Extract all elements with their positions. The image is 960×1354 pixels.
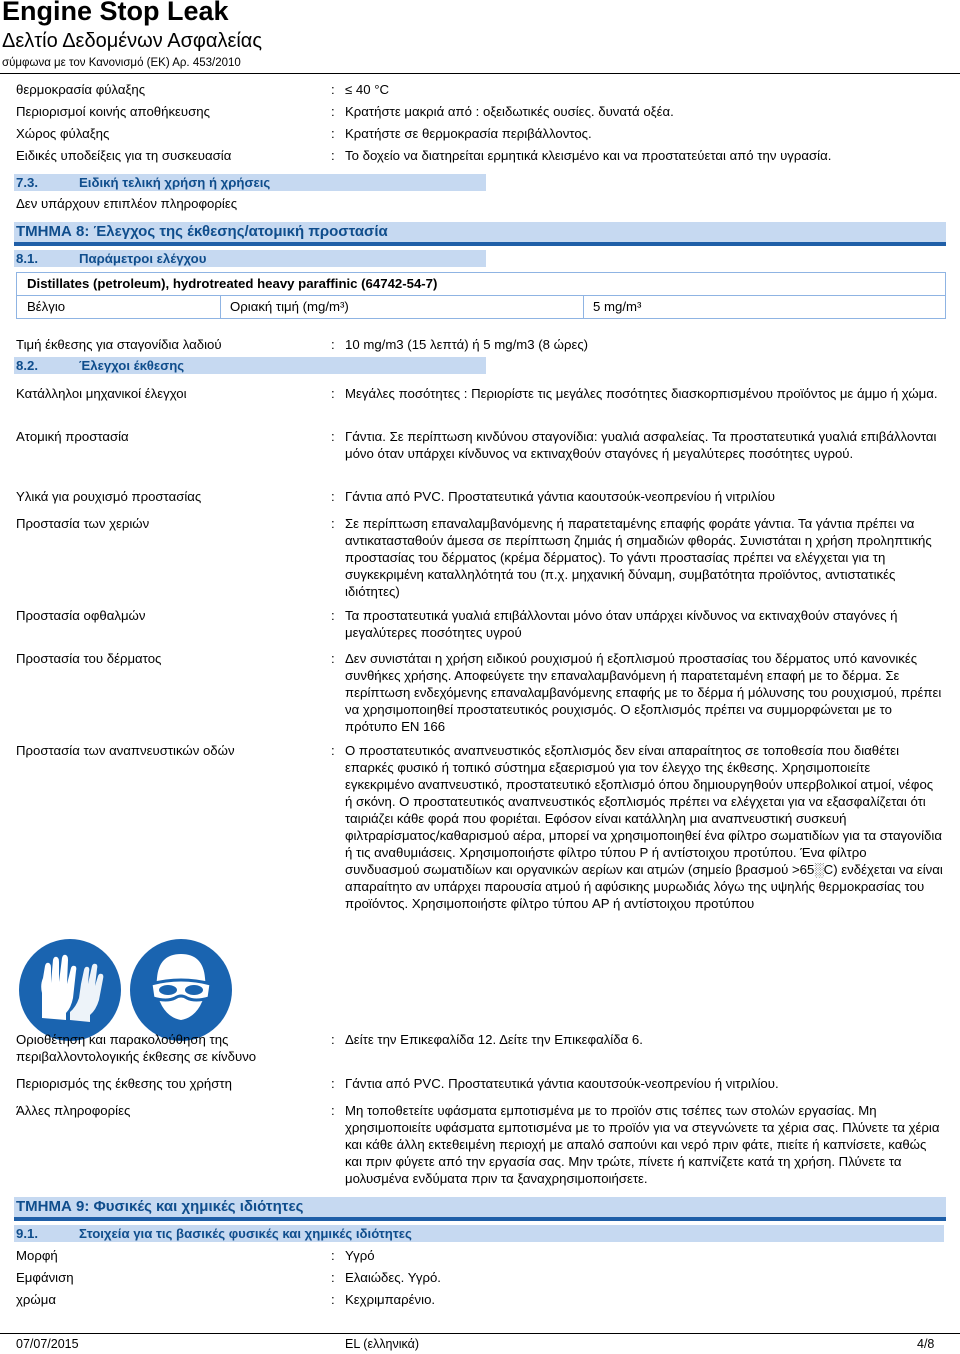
product-name: Engine Stop Leak	[2, 0, 229, 26]
gloves-pictogram	[18, 938, 122, 1042]
row-colon: :	[331, 1248, 335, 1263]
row-value: Μεγάλες ποσότητες : Περιορίστε τις μεγάλες ποσότητες διασκορπισμένου προϊόντος με άμμο ή χώμα.	[345, 386, 938, 401]
table-row	[17, 296, 945, 318]
document-type: Δελτίο Δεδομένων Ασφαλείας	[2, 30, 263, 52]
row-colon: :	[331, 148, 335, 163]
subsection-number: 9.1.	[16, 1226, 38, 1241]
eye-protection-pictogram	[129, 938, 233, 1042]
footer-date: 07/07/2015	[16, 1337, 79, 1351]
row-label: θερμοκρασία φύλαξης	[16, 82, 146, 97]
footer-language: EL (ελληνικά)	[345, 1337, 419, 1351]
regulation-reference: σύμφωνα με τον Κανονισμό (ΕΚ) Αρ. 453/2010	[2, 57, 241, 69]
subsection-title: Παράμετροι ελέγχου	[79, 251, 207, 266]
footer-page-number: 4/8	[917, 1337, 935, 1351]
row-colon: :	[331, 104, 335, 119]
row-label: χρώμα	[16, 1292, 56, 1307]
subsection-number: 8.2.	[16, 358, 38, 373]
subsection-number: 8.1.	[16, 251, 38, 266]
cell-divider	[583, 296, 584, 318]
row-value: Γάντια από PVC. Προστατευτικά γάντια καουτσούκ-νεοπρενίου ή νιτριλίου	[345, 489, 775, 504]
no-info-text: Δεν υπάρχουν επιπλέον πληροφορίες	[16, 196, 238, 211]
row-label: Περιορισμός της έκθεσης του χρήστη	[16, 1076, 232, 1091]
row-value: Μη τοποθετείτε υφάσματα εμποτισμένα με το προϊόν στις τσέπες των στολών εργασίας. Μη χρησιμοποιείτε υφάσματα εμποτισμένα με το προϊόν για να στεγνώνετε τα χέρια σας. Πλύνετε τα χέρια και κάθε άλλη εκτεθειμένη περιοχή με απαλό σαπούνι και νερό πριν φάτε, πιείτε ή καπνίσετε, καθώς και πριν φύγετε από την εργασία σας. Μην τρώτε, πίνετε ή καπνίζετε κατά τη χρήση. Πλύνετε τα μολυσμένα ενδύματα πριν τα ξαναχρησιμοποιήσετε.	[345, 1103, 940, 1186]
row-label: Προστασία οφθαλμών	[16, 608, 146, 623]
cell-divider	[220, 296, 221, 318]
row-label: Οριοθέτηση και παρακολούθηση της περιβαλλοντολογικής έκθεσης σε κίνδυνο	[16, 1032, 257, 1064]
row-colon: :	[331, 743, 335, 758]
row-colon: :	[331, 429, 335, 444]
country-cell: Βέλγιο	[27, 299, 66, 314]
row-label: Χώρος φύλαξης	[16, 126, 110, 141]
section-8-header	[14, 222, 946, 246]
row-label: Άλλες πληροφορίες	[16, 1103, 131, 1118]
row-value: 10 mg/m3 (15 λεπτά) ή 5 mg/m3 (8 ώρες)	[345, 337, 589, 352]
subsection-number: 7.3.	[16, 175, 38, 190]
row-value: Κεχριμπαρένιο.	[345, 1292, 436, 1307]
row-colon: :	[331, 608, 335, 623]
row-colon: :	[331, 82, 335, 97]
row-value: Κρατήστε μακριά από : οξειδωτικές ουσίες. δυνατά οξέα.	[345, 104, 674, 119]
row-colon: :	[331, 1270, 335, 1285]
row-label: Εμφάνιση	[16, 1270, 74, 1285]
row-value: Το δοχείο να διατηρείται ερμητικά κλεισμένο και να προστατεύεται από την υγρασία.	[345, 148, 832, 163]
row-label: Μορφή	[16, 1248, 58, 1263]
row-value: Υγρό	[345, 1248, 375, 1263]
footer-divider	[0, 1333, 960, 1334]
exposure-limit-table	[16, 272, 946, 319]
subsection-8-1-header	[14, 250, 486, 267]
row-value: Γάντια. Σε περίπτωση κινδύνου σταγονίδια: γυαλιά ασφαλείας. Τα προστατευτικά γυαλιά επιβάλλονται μόνο όταν υπάρχει κίνδυνος να εκτιναχθούν σταγόνες ή μεγαλύτερες ποσότητες υγρού.	[345, 429, 937, 461]
row-label: Κατάλληλοι μηχανικοί έλεγχοι	[16, 386, 187, 401]
row-colon: :	[331, 489, 335, 504]
row-value: Σε περίπτωση επαναλαμβανόμενης ή παρατεταμένης επαφής φοράτε γάντια. Τα γάντια πρέπει να αντικατασταθούν άμεσα σε περίπτωση ζημιάς ή σημαδιών φθοράς. Συνιστάται η χρήση προληπτικής προστασίας του δέρματος (κρέμα δέρματος). Το γάντι προστασίας πρέπει να ελέγχεται για τη συγκεκριμένη καταλληλότητά του (π.χ. μηχανική δύναμη, συμβατότητα προϊόντος, αντιστατικές ιδιότητες)	[345, 516, 932, 599]
row-colon: :	[331, 1292, 335, 1307]
row-value: Τα προστατευτικά γυαλιά επιβάλλονται μόνο όταν υπάρχει κίνδυνος να εκτιναχθούν σταγόνες ή μεγαλύτερες ποσότητες υγρού	[345, 608, 898, 640]
row-value: Δεν συνιστάται η χρήση ειδικού ρουχισμού ή εξοπλισμού προστασίας του δέρματος υπό κανονικές συνθήκες χρήσης. Αποφεύγετε την επαναλαμβανόμενη ή παρατεταμένη επαφή με το δέρμα. Σε περίπτωση ενδεχόμενης επαναλαμβανόμενης επαφής με το δέρμα ή μόλυνσης του ρουχισμού, πρέπει να χρησιμοποιηθεί προστατευτικός ρουχισμός. Ο εξοπλισμός πρέπει να συμμορφώνεται με το πρότυπο EN 166	[345, 651, 942, 734]
row-label: Ατομική προστασία	[16, 429, 129, 444]
row-colon: :	[331, 516, 335, 531]
table-caption: Distillates (petroleum), hydrotreated heavy paraffinic (64742-54-7)	[17, 273, 945, 296]
row-colon: :	[331, 386, 335, 401]
row-colon: :	[331, 1032, 335, 1047]
row-label: Προστασία των αναπνευστικών οδών	[16, 743, 235, 758]
section-title: ΤΜΗΜΑ 8: Έλεγχος της έκθεσης/ατομική προστασία	[16, 223, 388, 240]
subsection-title: Έλεγχοι έκθεσης	[79, 358, 185, 373]
subsection-9-1-header	[14, 1225, 944, 1242]
subsection-8-2-header	[14, 357, 486, 374]
row-value: Γάντια από PVC. Προστατευτικά γάντια καουτσούκ-νεοπρενίου ή νιτριλίου.	[345, 1076, 779, 1091]
row-value: Κρατήστε σε θερμοκρασία περιβάλλοντος.	[345, 126, 592, 141]
header-divider	[0, 73, 960, 74]
row-label: Προστασία των χεριών	[16, 516, 150, 531]
row-label: Υλικά για ρουχισμό προστασίας	[16, 489, 202, 504]
row-colon: :	[331, 1076, 335, 1091]
row-label: Περιορισμοί κοινής αποθήκευσης	[16, 104, 210, 119]
row-value: Ο προστατευτικός αναπνευστικός εξοπλισμός δεν είναι απαραίτητος σε τοποθεσία που διαθέτει επαρκές φυσικό ή τοπικό σύστημα εξαερισμού για τον έλεγχο της έκθεσης. Χρησιμοποιείτε εγκεκριμένο αναπνευστικό, προστατευτικό εξοπλισμό όπου δημιουργηθούν υπερβολικοί ατμοί, νέφος ή σκόνη. Ο προστατευτικός αναπνευστικός εξοπλισμός πρέπει να ελέγχεται για να εξασφαλίζεται ότι ταιριάζει κάθε φορά που φοριέται. Εφόσον είναι κατάλληλη μια αναπνευστική συσκευή φιλτραρίσματος/καθαρισμού αέρα, μπορεί να χρησιμοποιηθεί ένα φίλτρο σωματιδίων για τα σταγονίδια ή τις αναθυμιάσεις. Χρησιμοποιήστε φίλτρο τύπου P ή αντίστοιχου προτύπου. Ένα φίλτρο συνδυασμού σωματιδίων και οργανικών αερίων και ατμών (σημείο βρασμού >65░C) ενδέχεται να είναι απαραίτητο αν υπάρχει παρουσία ατμού ή αφύσικης μυρωδιάς λόγω της υψηλής θερμοκρασίας του προϊόντος. Χρησιμοποιήστε φίλτρο τύπου AP ή αντίστοιχου προτύπου	[345, 743, 943, 911]
row-colon: :	[331, 651, 335, 666]
row-value: Ελαιώδες. Υγρό.	[345, 1270, 441, 1285]
row-label: Ειδικές υποδείξεις για τη συσκευασία	[16, 148, 232, 163]
limit-type-cell: Οριακή τιμή (mg/m³)	[230, 299, 349, 314]
section-9-header	[14, 1197, 946, 1221]
row-colon: :	[331, 1103, 335, 1118]
row-colon: :	[331, 337, 335, 352]
row-value: ≤ 40 °C	[345, 82, 390, 97]
section-title: ΤΜΗΜΑ 9: Φυσικές και χημικές ιδιότητες	[16, 1198, 304, 1215]
row-label: Προστασία του δέρματος	[16, 651, 162, 666]
subsection-7-3-header	[14, 174, 486, 191]
subsection-title: Ειδική τελική χρήση ή χρήσεις	[79, 175, 271, 190]
limit-value-cell: 5 mg/m³	[593, 299, 642, 314]
row-colon: :	[331, 126, 335, 141]
row-value: Δείτε την Επικεφαλίδα 12. Δείτε την Επικεφαλίδα 6.	[345, 1032, 643, 1047]
row-label: Τιμή έκθεσης για σταγονίδια λαδιού	[16, 337, 222, 352]
subsection-title: Στοιχεία για τις βασικές φυσικές και χημικές ιδιότητες	[79, 1226, 412, 1241]
